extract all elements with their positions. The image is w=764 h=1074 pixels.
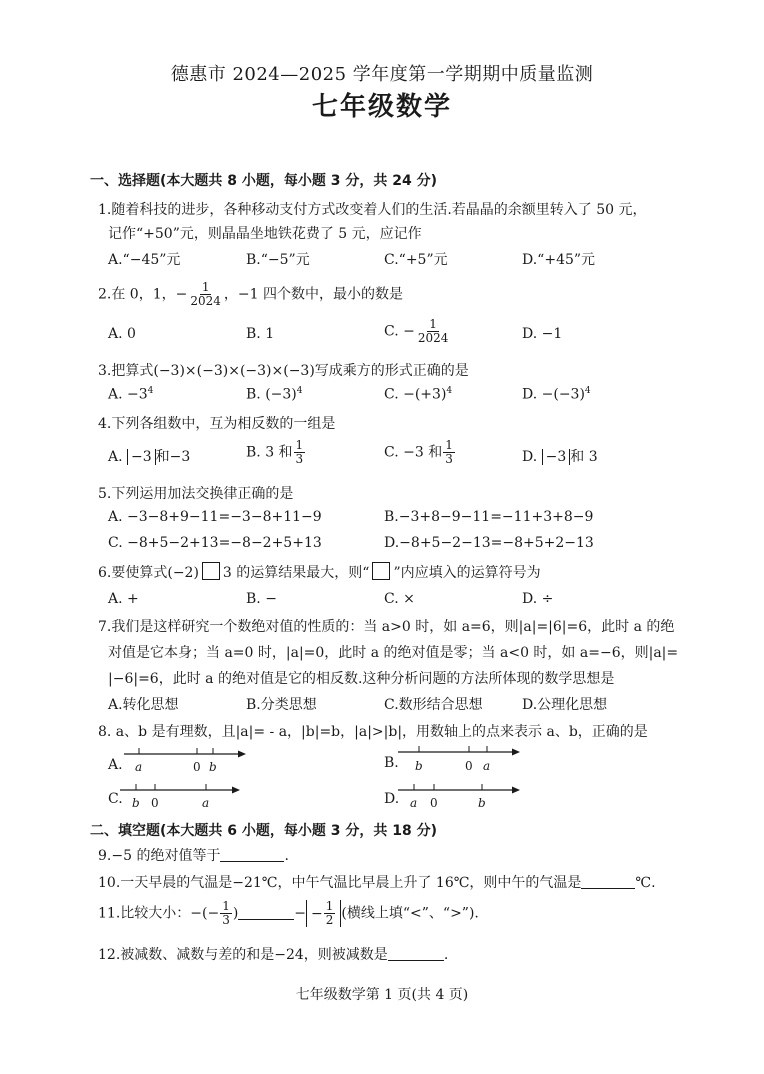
question-2-option-c: C. − $\frac{1}{2024}$ bbox=[384, 317, 449, 345]
number-line-c-mark-a: a bbox=[202, 796, 210, 810]
exam-title: 德惠市 2024—2025 学年度第一学期期中质量监测 bbox=[170, 64, 594, 85]
question-3-option-d: D. $-(-3)^4$ bbox=[522, 386, 591, 403]
question-3-option-b: B. $(-3)^4$ bbox=[246, 386, 303, 403]
question-6-option-b: B. − bbox=[246, 591, 277, 607]
number-line-d-mark-0: 0 bbox=[430, 796, 438, 810]
answer-blank[interactable] bbox=[238, 919, 294, 920]
question-4-option-d: D. −3 和 3 bbox=[522, 449, 598, 465]
number-line-a-mark-a: a bbox=[135, 760, 143, 774]
number-line-a-mark-0: 0 bbox=[193, 760, 201, 774]
question-1-line2: 记作“+50”元，则晶晶坐地铁花费了 5 元，应记作 bbox=[108, 226, 422, 242]
question-4-option-b: B. 3 和 $\frac{1}{3}$ bbox=[246, 438, 304, 466]
answer-blank[interactable] bbox=[388, 960, 444, 961]
question-7-option-c: C.数形结合思想 bbox=[384, 697, 483, 713]
section-heading-choice: 一、选择题(本大题共 8 小题，每小题 3 分，共 24 分) bbox=[90, 173, 438, 189]
section-heading-fill: 二、填空题(本大题共 6 小题，每小题 3 分，共 18 分) bbox=[90, 823, 438, 839]
number-line-c-mark-0: 0 bbox=[151, 796, 159, 810]
question-1-option-a: A.“−45”元 bbox=[108, 252, 181, 268]
question-8-option-d-label: D. bbox=[384, 791, 400, 807]
question-12: 12.被减数、减数与差的和是−24，则被减数是 . bbox=[98, 947, 449, 963]
question-5-option-a: A. −3−8+9−11=−3−8+11−9 bbox=[108, 509, 322, 525]
question-7-line2: 对值是它本身；当 a=0 时，|a|=0，此时 a 的绝对值是零；当 a<0 时，如 a=−6，则|a|= bbox=[108, 645, 679, 661]
number-line-c bbox=[118, 780, 248, 814]
question-4-option-a: A. −3 和−3 bbox=[108, 449, 191, 465]
question-7-option-a: A.转化思想 bbox=[108, 697, 179, 713]
question-7-line3: |−6|=6，此时 a 的绝对值是它的相反数.这种分析问题的方法所体现的数学思想是 bbox=[108, 671, 615, 687]
answer-blank[interactable] bbox=[581, 888, 635, 889]
number-line-d bbox=[396, 780, 526, 814]
number-line-a-mark-b: b bbox=[209, 760, 217, 774]
question-1-line1: 1.随着科技的进步，各种移动支付方式改变着人们的生活.若晶晶的余额里转入了 50 元， bbox=[98, 202, 647, 218]
number-line-d-mark-b: b bbox=[478, 796, 486, 810]
question-2-option-b: B. 1 bbox=[246, 326, 275, 342]
question-8-option-a-label: A. bbox=[108, 757, 123, 773]
question-3-option-c: C. $-(+3)^4$ bbox=[384, 386, 453, 403]
blank-box bbox=[202, 562, 220, 580]
fraction-1-over-2024: $\frac{1}{2024}$ bbox=[190, 280, 221, 308]
question-5-option-b: B.−3+8−9−11=−11+3+8−9 bbox=[384, 509, 594, 525]
question-1-option-d: D.“+45”元 bbox=[522, 252, 596, 268]
answer-blank[interactable] bbox=[220, 861, 284, 862]
number-line-b-mark-a: a bbox=[483, 759, 491, 773]
question-10: 10.一天早晨的气温是−21℃，中午气温比早晨上升了 16℃，则中午的气温是 ℃. bbox=[98, 875, 656, 891]
question-9: 9.−5 的绝对值等于 . bbox=[98, 848, 289, 864]
question-2-option-d: D. −1 bbox=[522, 326, 563, 342]
question-1-option-c: C.“+5”元 bbox=[384, 252, 448, 268]
question-2-option-a: A. 0 bbox=[108, 326, 136, 342]
question-2-stem: 2.在 0，1，− $\frac{1}{2024}$ ，−1 四个数中，最小的数是 bbox=[98, 280, 403, 308]
number-line-b bbox=[396, 742, 526, 776]
question-8-stem: 8. a、b 是有理数，且|a|= - a，|b|=b，|a|>|b|，用数轴上的点来表示 a、b，正确的是 bbox=[98, 724, 648, 740]
question-7-option-b: B.分类思想 bbox=[246, 697, 317, 713]
question-6-stem: 6.要使算式(−2) 3 的运算结果最大，则“ ”内应填入的运算符号为 bbox=[98, 562, 541, 582]
question-8-option-c-label: C. bbox=[108, 791, 123, 807]
subject-title: 七年级数学 bbox=[311, 92, 452, 122]
question-1-option-b: B.“−5”元 bbox=[246, 252, 310, 268]
question-3-stem: 3.把算式(−3)×(−3)×(−3)×(−3)写成乘方的形式正确的是 bbox=[98, 363, 469, 379]
question-6-option-a: A. + bbox=[108, 591, 139, 607]
blank-box bbox=[372, 562, 390, 580]
question-4-option-c: C. −3 和 $\frac{1}{3}$ bbox=[384, 438, 453, 466]
question-5-stem: 5.下列运用加法交换律正确的是 bbox=[98, 486, 294, 502]
question-3-option-a: A. $-3^4$ bbox=[108, 386, 154, 403]
question-8-option-b-label: B. bbox=[384, 755, 399, 771]
question-6-option-c: C. × bbox=[384, 591, 415, 607]
question-11: 11.比较大小：−(− $\frac{1}{3}$ ) − − $\frac{1}{2}$ (横线上填“<”、“>”). bbox=[98, 899, 479, 927]
number-line-a bbox=[120, 742, 250, 776]
question-6-option-d: D. ÷ bbox=[522, 591, 554, 607]
question-5-option-c: C. −8+5−2+13=−8−2+5+13 bbox=[108, 535, 322, 551]
number-line-b-mark-0: 0 bbox=[465, 759, 473, 773]
question-7-option-d: D.公理化思想 bbox=[522, 697, 608, 713]
question-5-option-d: D.−8+5−2−13=−8+5+2−13 bbox=[384, 535, 594, 551]
question-4-stem: 4.下列各组数中，互为相反数的一组是 bbox=[98, 416, 336, 432]
question-7-line1: 7.我们是这样研究一个数绝对值的性质的：当 a>0 时，如 a=6，则|a|=|6|=6，此时 a 的绝 bbox=[98, 619, 675, 635]
page-footer: 七年级数学第 1 页(共 4 页) bbox=[295, 987, 469, 1003]
number-line-b-mark-b: b bbox=[415, 759, 423, 773]
number-line-c-mark-b: b bbox=[132, 796, 140, 810]
number-line-d-mark-a: a bbox=[410, 796, 418, 810]
